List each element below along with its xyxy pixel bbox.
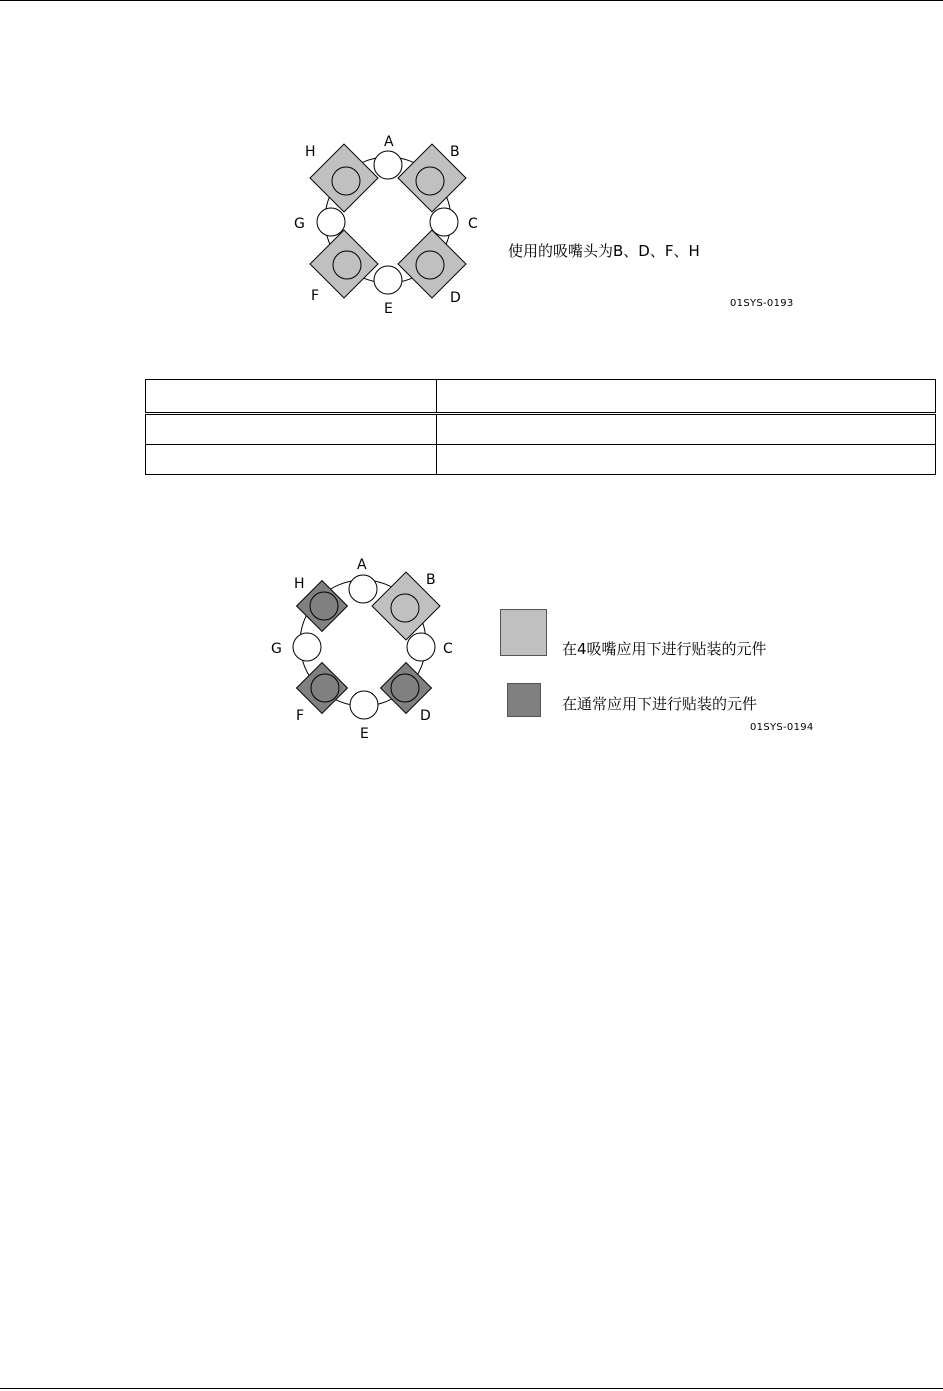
nozzle-e [374, 266, 402, 294]
top-rule [0, 0, 943, 1]
square-h [310, 144, 378, 212]
legend-swatch-4-nozzle [500, 609, 547, 656]
table-cell [146, 445, 437, 475]
figure2-id: 01SYS-0194 [750, 722, 814, 733]
label-a: A [357, 557, 367, 573]
label-c: C [443, 641, 453, 657]
table-header-cell [146, 380, 437, 414]
label-b: B [426, 572, 436, 588]
nozzle-e [350, 691, 378, 719]
table-cell [146, 414, 437, 445]
table-row [146, 445, 936, 475]
nozzle-diagram-2 [265, 550, 465, 750]
nozzle-g [293, 633, 321, 661]
nozzle-a [374, 151, 402, 179]
label-d: D [450, 290, 461, 306]
figure1-caption: 使用的吸嘴头为B、D、F、H [508, 242, 700, 260]
nozzle-g [317, 208, 345, 236]
nozzle-c [407, 633, 435, 661]
label-f: F [311, 288, 320, 304]
square-d [398, 230, 466, 298]
label-a: A [384, 134, 394, 150]
legend-label-normal: 在通常应用下进行贴装的元件 [562, 695, 758, 713]
label-e: E [360, 726, 369, 742]
legend-swatch-normal [507, 683, 541, 717]
square-f [310, 230, 378, 298]
square-d-normal [381, 663, 432, 714]
nozzle-c [430, 208, 458, 236]
nozzle-a [349, 575, 377, 603]
figure1-id: 01SYS-0193 [730, 298, 794, 309]
table-header-cell [437, 380, 936, 414]
label-h: H [294, 576, 305, 592]
label-h: H [305, 144, 316, 160]
table-cell [437, 445, 936, 475]
label-c: C [468, 216, 478, 232]
square-f-normal [297, 663, 348, 714]
label-d: D [420, 708, 431, 724]
table-row [146, 414, 936, 445]
table-cell [437, 414, 936, 445]
table-header-row [146, 380, 936, 414]
nozzle-diagram-1 [290, 128, 490, 328]
label-f: F [296, 708, 305, 724]
label-b: B [450, 144, 460, 160]
label-g: G [294, 216, 305, 232]
legend-label-4-nozzle: 在4吸嘴应用下进行贴装的元件 [562, 640, 767, 658]
label-e: E [384, 301, 393, 317]
label-g: G [271, 641, 282, 657]
bottom-rule [0, 1388, 943, 1389]
data-table [145, 379, 936, 475]
